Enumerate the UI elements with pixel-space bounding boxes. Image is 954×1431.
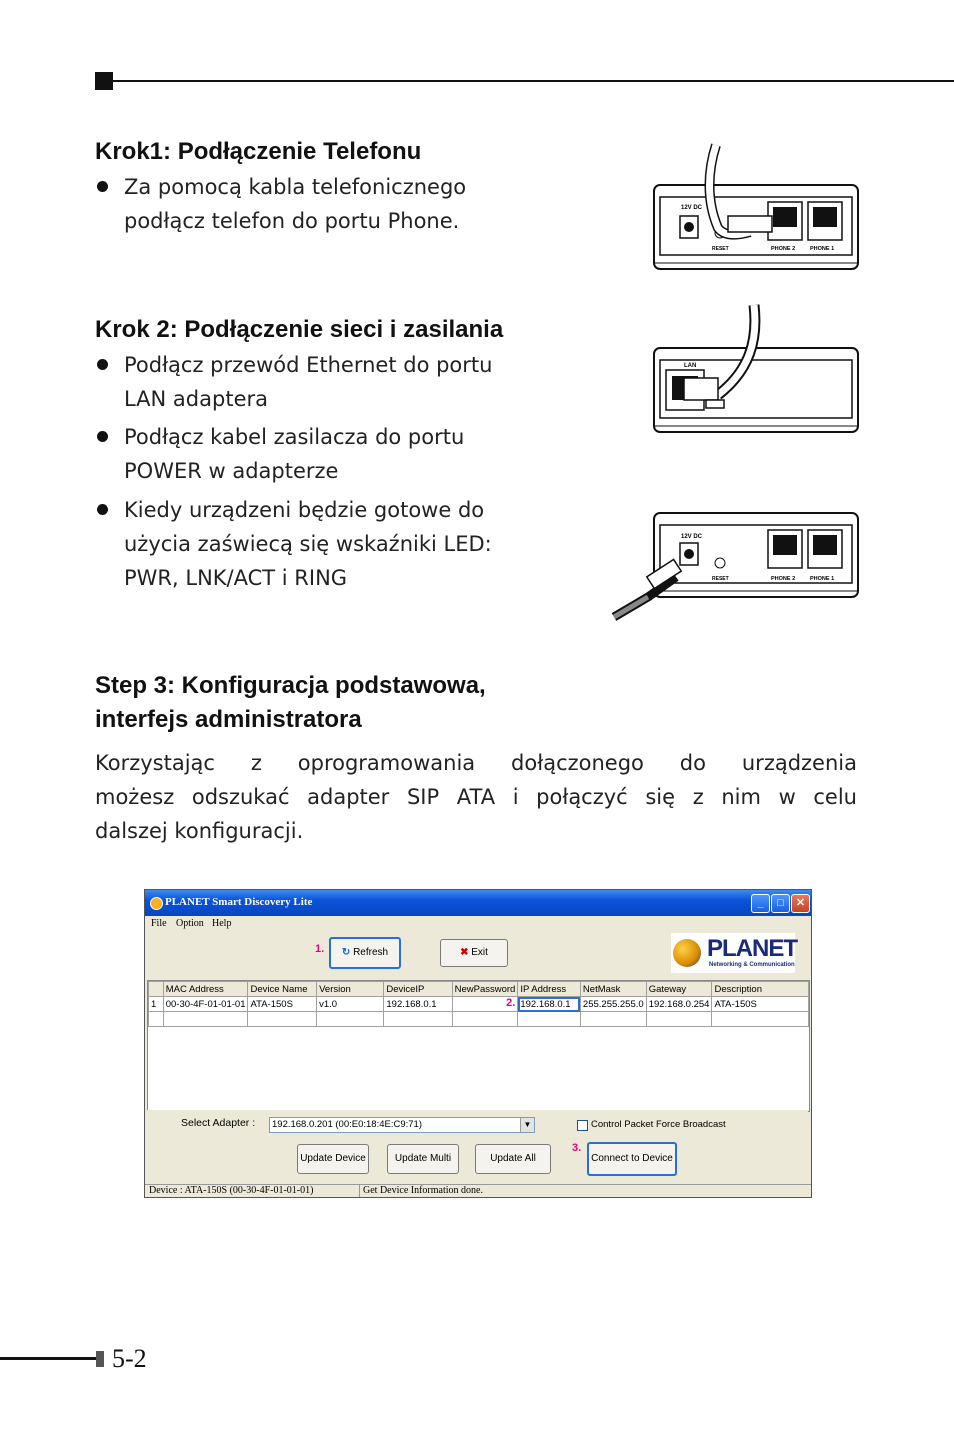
step1-heading: Krok1: Podłączenie Telefonu — [95, 138, 422, 165]
cell-device-name: ATA-150S — [248, 997, 317, 1012]
exit-button[interactable] — [440, 939, 508, 967]
bullet-dot — [97, 431, 108, 442]
menubar — [145, 916, 811, 932]
step2-heading: Krok 2: Podłączenie sieci i zasilania — [95, 316, 504, 343]
lan-label: LAN — [684, 363, 697, 369]
cell-version: v1.0 — [317, 997, 384, 1012]
minimize-icon[interactable]: _ — [751, 894, 770, 913]
table-row[interactable] — [149, 997, 809, 1012]
logo-subtitle: Networking & Communication — [709, 962, 795, 968]
paragraph-line: dalszej konfiguracji. — [95, 819, 304, 843]
status-message: Get Device Information done. — [363, 1185, 483, 1196]
step3-heading-line2: interfejs administratora — [95, 706, 362, 733]
step1-bullet1-line2: podłącz telefon do portu Phone. — [124, 209, 460, 233]
phone2-label: PHONE 2 — [771, 576, 796, 582]
cell-gateway[interactable]: 192.168.0.254 — [646, 997, 712, 1012]
dc-label: 12V DC — [681, 534, 703, 540]
col-netmask[interactable]: NetMask — [580, 982, 646, 997]
step2-bullet3-line2: użycia zaświecą się wskaźniki LED: — [124, 532, 492, 556]
phone2-label: PHONE 2 — [771, 246, 796, 252]
bullet-dot — [97, 181, 108, 192]
device-lan-illustration — [640, 300, 862, 435]
table-row-empty — [149, 1012, 809, 1027]
col-device-ip[interactable]: DeviceIP — [384, 982, 452, 997]
cell-mac: 00-30-4F-01-01-01 — [163, 997, 248, 1012]
dc-label: 12V DC — [681, 205, 703, 211]
step2-bullet1-line2: LAN adaptera — [124, 387, 268, 411]
phone1-label: PHONE 1 — [810, 246, 835, 252]
step-marker-1: 1. — [315, 943, 325, 955]
step2-bullet2-line1: Podłącz kabel zasilacza do portu — [124, 425, 465, 449]
paragraph-line: możesz odszukać adapter SIP ATA i połączyć się z nim w celu — [95, 785, 857, 809]
bottom-panel — [147, 1110, 808, 1184]
cell-new-password[interactable] — [452, 997, 518, 1012]
close-icon[interactable]: ✕ — [791, 894, 810, 913]
menu-help[interactable]: Help — [212, 918, 232, 929]
chevron-down-icon[interactable]: ▼ — [520, 1118, 534, 1132]
reset-label: RESET — [712, 576, 729, 582]
window-titlebar — [145, 890, 811, 916]
step1-bullet1-line1: Za pomocą kabla telefonicznego — [124, 175, 467, 199]
step2-bullet2-line2: POWER w adapterze — [124, 459, 339, 483]
update-device-button[interactable]: Update Device — [297, 1144, 369, 1174]
select-adapter-label: Select Adapter : — [181, 1117, 256, 1129]
update-all-button[interactable]: Update All — [475, 1144, 551, 1174]
paragraph-line: Korzystając z oprogramowania dołączonego do urządzenia — [95, 751, 857, 775]
broadcast-checkbox[interactable] — [577, 1120, 588, 1131]
bullet-dot — [97, 504, 108, 515]
step2-bullet3-line1: Kiedy urządzeni będzie gotowe do — [124, 498, 485, 522]
app-icon — [150, 897, 163, 910]
exit-icon: ✖ — [460, 947, 469, 958]
adapter-select[interactable] — [269, 1117, 535, 1133]
menu-option[interactable]: Option — [176, 918, 204, 929]
window-title: PLANET Smart Discovery Lite — [165, 896, 313, 908]
header-rule-marker — [95, 72, 113, 90]
col-mac[interactable]: MAC Address — [163, 982, 248, 997]
device-table — [148, 981, 809, 1027]
cell-index: 1 — [149, 997, 164, 1012]
step-marker-2: 2. — [506, 997, 516, 1009]
refresh-button[interactable] — [329, 937, 401, 969]
menu-file[interactable]: File — [151, 918, 167, 929]
globe-icon — [673, 939, 701, 967]
reset-label: RESET — [712, 246, 729, 252]
col-new-password[interactable]: NewPassword — [452, 982, 518, 997]
broadcast-checkbox-label: Control Packet Force Broadcast — [591, 1119, 726, 1130]
logo-text: PLANET — [707, 935, 797, 962]
step3-paragraph — [95, 746, 857, 848]
col-version[interactable]: Version — [317, 982, 384, 997]
col-description[interactable]: Description — [712, 982, 809, 997]
col-ip-address[interactable]: IP Address — [518, 982, 581, 997]
statusbar — [145, 1184, 811, 1198]
device-power-illustration — [608, 505, 862, 627]
step-marker-3: 3. — [572, 1142, 582, 1154]
device-phone-illustration — [640, 140, 862, 272]
cell-ip-address[interactable]: 192.168.0.1 — [518, 997, 581, 1012]
maximize-icon[interactable]: □ — [771, 894, 790, 913]
step3-heading-line1: Step 3: Konfiguracja podstawowa, — [95, 672, 486, 699]
col-device-name[interactable]: Device Name — [248, 982, 317, 997]
step2-bullet3-line3: PWR, LNK/ACT i RING — [124, 566, 348, 590]
cell-netmask[interactable]: 255.255.255.0 — [580, 997, 646, 1012]
footer-rule — [0, 1357, 96, 1360]
header-rule — [95, 80, 954, 82]
cell-device-ip: 192.168.0.1 — [384, 997, 452, 1012]
col-index — [149, 982, 164, 997]
bullet-dot — [97, 359, 108, 370]
adapter-select-value: 192.168.0.201 (00:E0:18:4E:C9:71) — [272, 1119, 423, 1130]
footer-rule-marker — [96, 1351, 104, 1367]
cell-description[interactable]: ATA-150S — [712, 997, 809, 1012]
status-device: Device : ATA-150S (00-30-4F-01-01-01) — [149, 1185, 314, 1196]
table-header-row — [149, 982, 809, 997]
refresh-label: Refresh — [353, 947, 389, 958]
exit-label: Exit — [471, 947, 488, 958]
refresh-icon: ↻ — [341, 947, 351, 958]
step2-bullet1-line1: Podłącz przewód Ethernet do portu — [124, 353, 493, 377]
connect-to-device-button[interactable]: Connect to Device — [587, 1142, 677, 1176]
phone1-label: PHONE 1 — [810, 576, 835, 582]
device-grid — [147, 980, 810, 1112]
smart-discovery-window — [144, 889, 812, 1198]
page-number: 5-2 — [112, 1344, 147, 1373]
col-gateway[interactable]: Gateway — [646, 982, 712, 997]
planet-logo — [671, 933, 795, 973]
update-multi-button[interactable]: Update Multi — [387, 1144, 459, 1174]
